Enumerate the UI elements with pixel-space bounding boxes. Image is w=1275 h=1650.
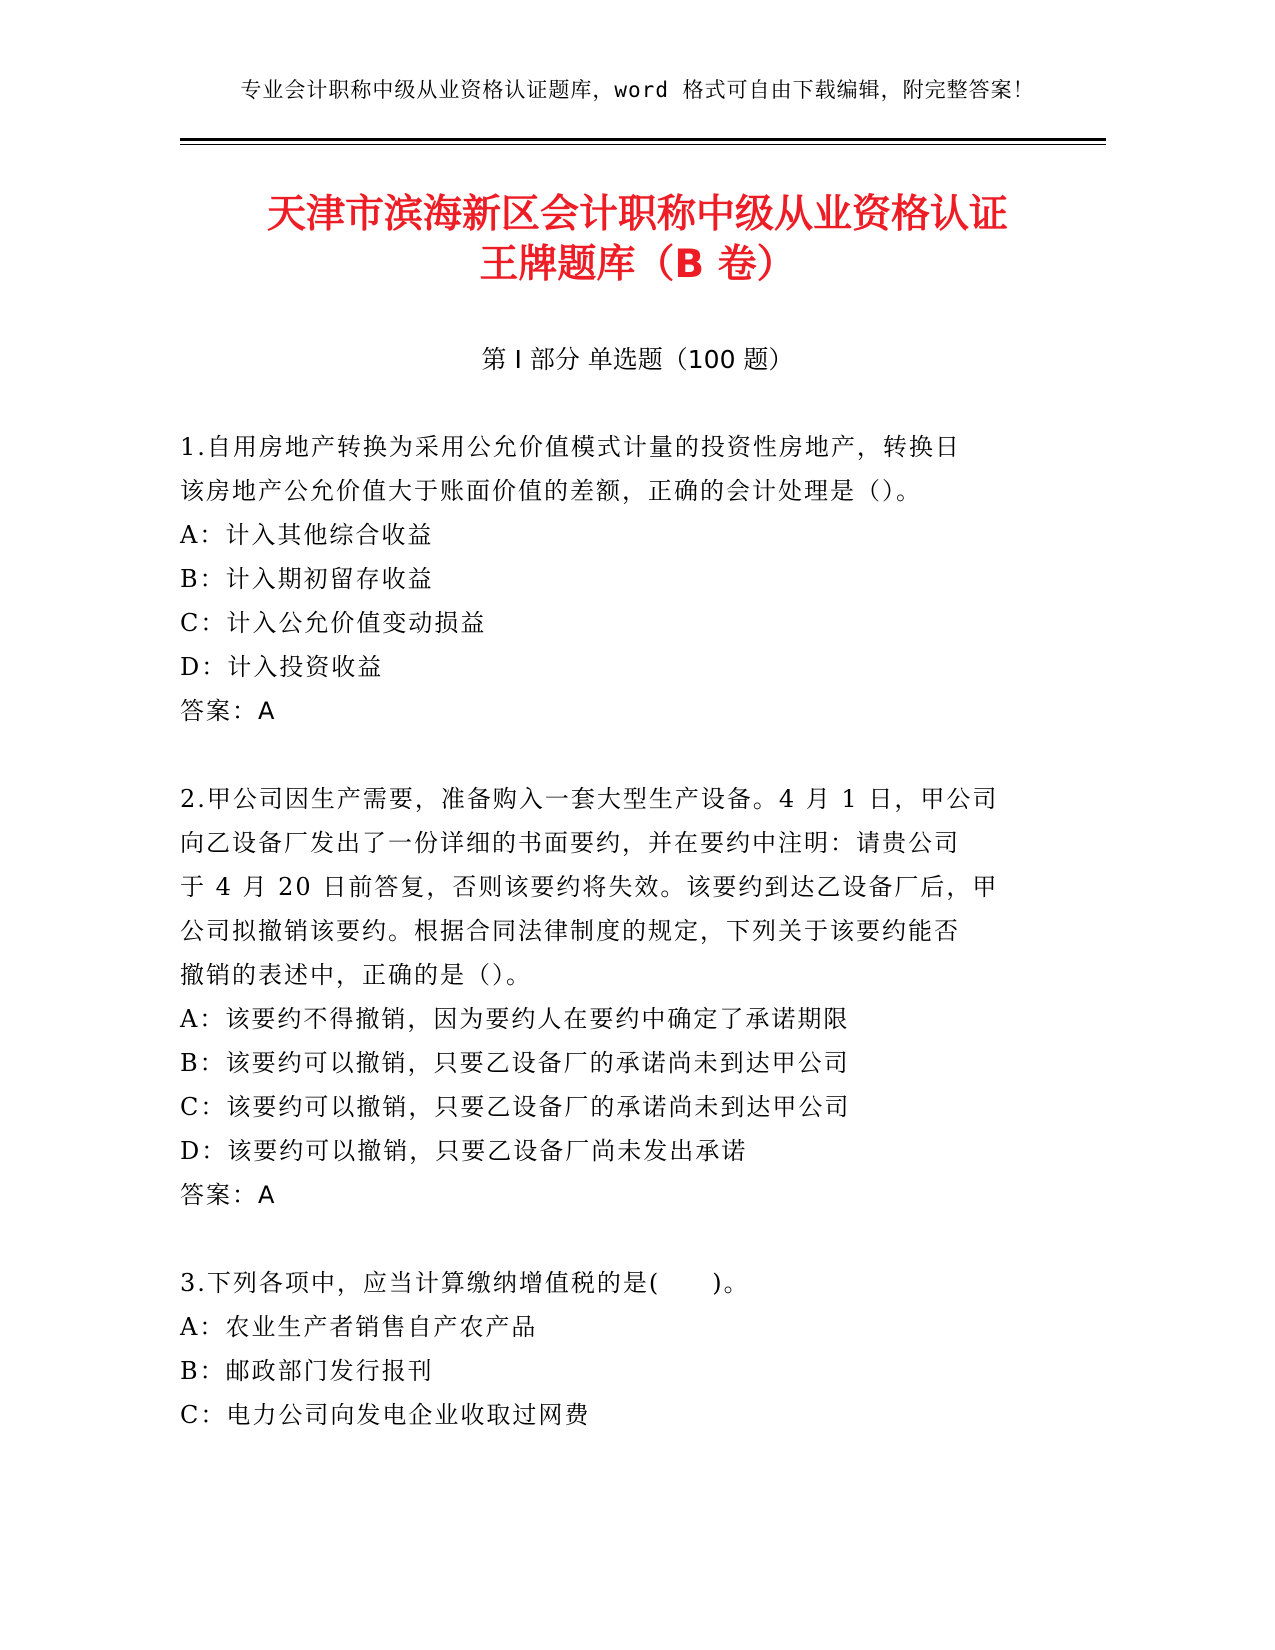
title-line-1: 天津市滨海新区会计职称中级从业资格认证 <box>266 192 1008 237</box>
question-text: 撤销的表述中，正确的是（）。 <box>180 961 532 989</box>
header-rule-thick <box>180 138 1106 141</box>
option-d: D：该要约可以撤销，只要乙设备厂尚未发出承诺 <box>180 1137 748 1165</box>
option-a: A：农业生产者销售自产农产品 <box>180 1313 538 1341</box>
title-line-2: 王牌题库（B 卷） <box>479 242 796 287</box>
option-a: A：该要约不得撤销，因为要约人在要约中确定了承诺期限 <box>180 1005 850 1033</box>
question-1 <box>180 425 1040 733</box>
option-c: C：电力公司向发电企业收取过网费 <box>180 1401 591 1429</box>
header-rule-thin <box>180 144 1106 145</box>
section-heading: 第 I 部分 单选题（100 题） <box>481 345 794 374</box>
question-text: 于 4 月 20 日前答复，否则该要约将失效。该要约到达乙设备厂后，甲 <box>180 873 999 901</box>
answer: 答案：A <box>180 1181 277 1209</box>
option-b: B：邮政部门发行报刊 <box>180 1357 434 1385</box>
question-text: 3.下列各项中，应当计算缴纳增值税的是( )。 <box>180 1269 750 1297</box>
question-text: 该房地产公允价值大于账面价值的差额，正确的会计处理是（）。 <box>180 477 922 505</box>
option-a: A：计入其他综合收益 <box>180 521 434 549</box>
question-2 <box>180 777 1040 1217</box>
question-text: 1.自用房地产转换为采用公允价值模式计量的投资性房地产，转换日 <box>180 433 961 461</box>
header-note: 专业会计职称中级从业资格认证题库，word 格式可自由下载编辑，附完整答案！ <box>240 78 1035 102</box>
answer: 答案：A <box>180 697 277 725</box>
question-text: 2.甲公司因生产需要，准备购入一套大型生产设备。4 月 1 日，甲公司 <box>180 785 999 813</box>
document-title <box>0 190 1275 290</box>
option-c: C：计入公允价值变动损益 <box>180 609 487 637</box>
option-b: B：计入期初留存收益 <box>180 565 434 593</box>
option-d: D：计入投资收益 <box>180 653 384 681</box>
option-b: B：该要约可以撤销，只要乙设备厂的承诺尚未到达甲公司 <box>180 1049 850 1077</box>
question-3 <box>180 1261 1040 1437</box>
option-c: C：该要约可以撤销，只要乙设备厂的承诺尚未到达甲公司 <box>180 1093 851 1121</box>
question-list <box>180 425 1040 1481</box>
question-text: 公司拟撤销该要约。根据合同法律制度的规定，下列关于该要约能否 <box>180 917 960 945</box>
question-text: 向乙设备厂发出了一份详细的书面要约，并在要约中注明：请贵公司 <box>180 829 960 857</box>
